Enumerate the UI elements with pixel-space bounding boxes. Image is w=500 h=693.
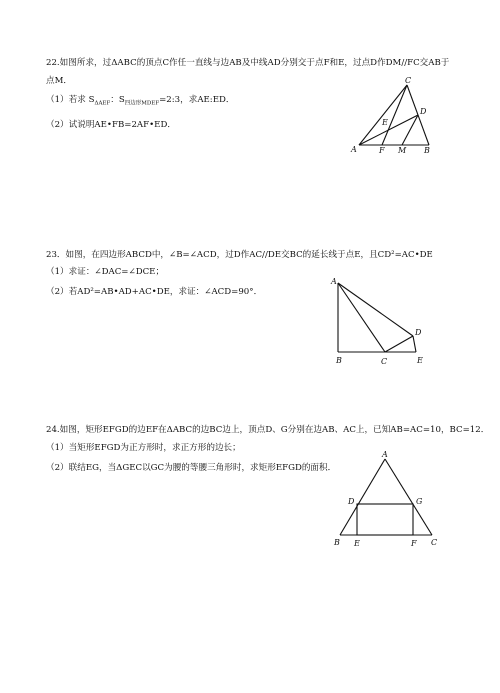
q23-part1: （1）求证：∠DAC=∠DCE； <box>46 267 165 277</box>
q24-label-E: E <box>354 539 360 548</box>
q22-label-D: D <box>420 107 427 116</box>
q23-label-C: C <box>381 357 388 366</box>
q22-part1-text: （1）若求 S <box>46 95 95 105</box>
q22-label-A: A <box>351 145 357 154</box>
q22-part1-sub2: 四边形MDEF <box>124 100 160 107</box>
q23-part2: （2）若AD²=AB•AD+AC•DE，求证：∠ACD=90°． <box>46 287 263 297</box>
q24-label-B: B <box>334 538 340 547</box>
q22-part1-mid: ：S <box>110 95 125 105</box>
q22-label-E: E <box>382 118 388 127</box>
q23-label-D: D <box>415 328 422 337</box>
q23-label-E: E <box>417 356 423 365</box>
q24-label-D: D <box>348 497 355 506</box>
q22-part2: （2）试说明AE•FB=2AF•ED． <box>46 120 176 130</box>
q22-figure <box>345 76 435 156</box>
q23-statement-line1: 23．如图，在四边形ABCD中，∠B=∠ACD，过D作AC//DE交BC的延长线于点E，且CD²=AC•DE <box>46 250 433 260</box>
q24-part2: （2）联结EG，当ΔGEC以GC为腰的等腰三角形时，求矩形EFGD的面积． <box>46 463 337 473</box>
q23-figure <box>326 275 436 370</box>
q22-statement-line1: 22.如图所求，过ΔABC的顶点C作任一直线与边AB及中线AD分别交于点F和E，过点D作DM//FC交AB于 <box>46 58 450 68</box>
q24-figure <box>330 449 442 549</box>
q22-label-M: M <box>398 146 407 155</box>
q24-label-F: F <box>411 539 417 548</box>
q23-label-A: A <box>331 277 337 286</box>
q22-part1 <box>46 94 234 110</box>
q24-statement-line1: 24.如图，矩形EFGD的边EF在ΔABC的边BC边上，顶点D、G分别在边AB、AC上，已知AB=AC=10，BC=12． <box>46 425 490 435</box>
q22-label-B: B <box>424 146 430 155</box>
q24-label-G: G <box>416 497 423 506</box>
q24-part1: （1）当矩形EFGD为正方形时，求正方形的边长； <box>46 443 241 453</box>
q22-statement-line2: 点M． <box>46 76 72 86</box>
q24-label-C: C <box>431 538 438 547</box>
q22-label-F: F <box>379 146 385 155</box>
q23-label-B: B <box>336 356 342 365</box>
q22-part1-end: =2:3，求AE:ED． <box>159 95 235 105</box>
q22-part1-sub1: ΔAEF <box>94 100 111 107</box>
q22-label-C: C <box>405 76 412 85</box>
q24-label-A: A <box>382 450 388 459</box>
